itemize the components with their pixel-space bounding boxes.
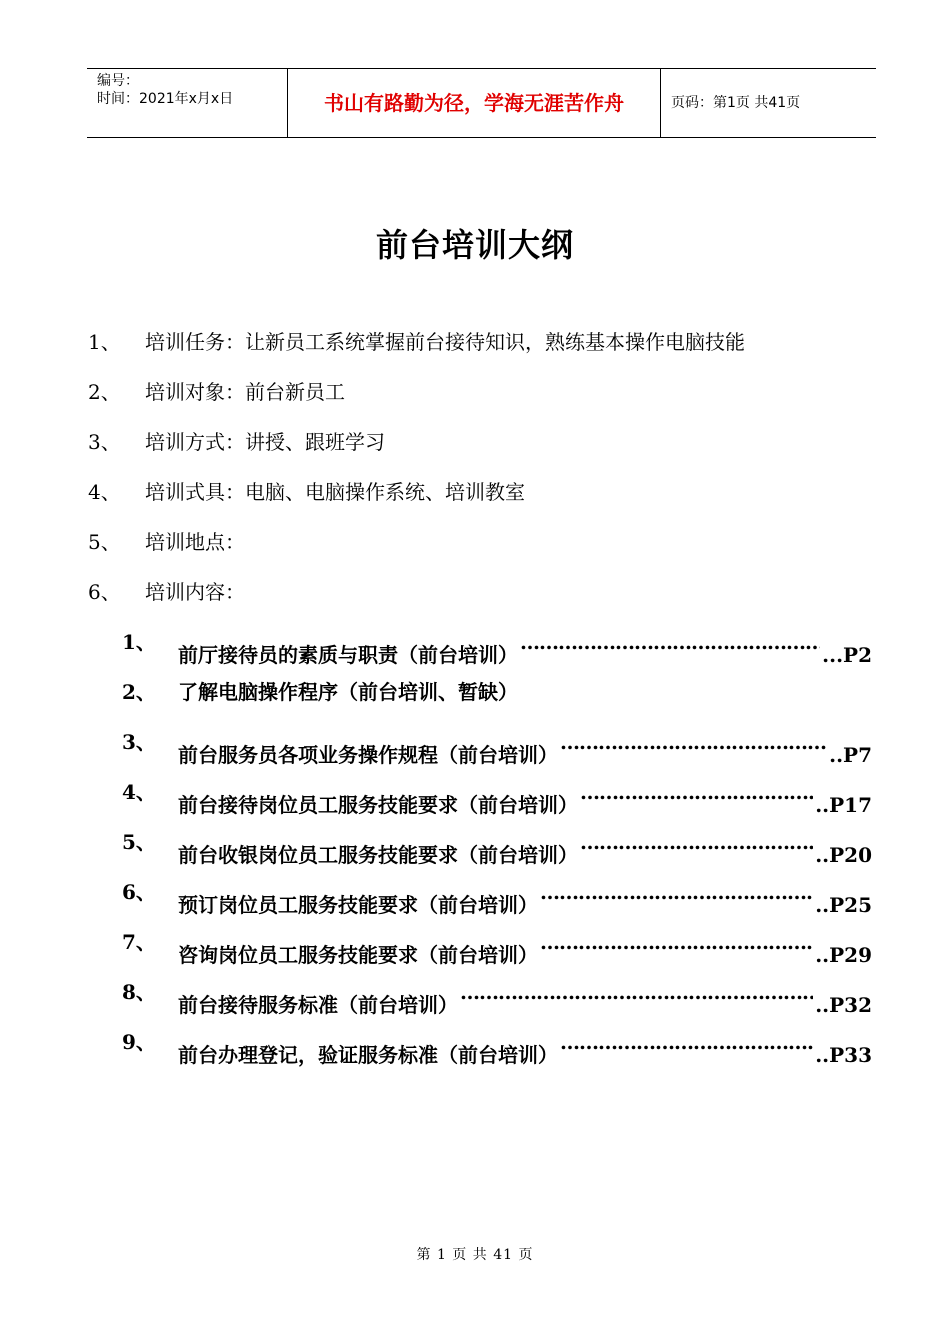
toc-label: 前台收银岗位员工服务技能要求（前台培训）: [178, 843, 578, 867]
doc-number-label: 编号：: [97, 73, 139, 89]
header-page-cell: [661, 69, 876, 137]
toc-number: 9、: [122, 1030, 156, 1054]
toc-page-number: ..P33: [815, 1043, 872, 1067]
outline-number: 3、: [88, 430, 121, 454]
header-info-cell: [87, 69, 288, 137]
outline-number: 2、: [88, 380, 121, 404]
toc-label: 前厅接待员的素质与职责（前台培训）: [178, 643, 518, 667]
toc-leader-dots: [540, 922, 813, 962]
toc-line: [178, 622, 872, 675]
toc-label: 前台服务员各项业务操作规程（前台培训）: [178, 743, 558, 767]
toc-number: 8、: [122, 980, 156, 1004]
outline-item: [0, 472, 950, 512]
page-header: [87, 68, 876, 138]
outline-item: [0, 522, 950, 562]
outline-item: [0, 372, 950, 412]
toc-number: 7、: [122, 930, 156, 954]
toc-line: [178, 972, 872, 1025]
toc-page-number: ...P2: [822, 643, 872, 667]
page-footer: 第 1 页 共 41 页: [416, 1247, 534, 1263]
toc-line: [178, 672, 872, 712]
outline-number: 5、: [88, 530, 121, 554]
toc-leader-dots: [560, 722, 827, 762]
toc-page-number: ..P17: [815, 793, 872, 817]
toc-page-number: ..P29: [815, 943, 872, 967]
toc-item[interactable]: [0, 822, 950, 867]
outline-item: [0, 572, 950, 612]
toc-page-number: ..P32: [815, 993, 872, 1017]
toc-leader-dots: [520, 622, 820, 662]
toc-label: 了解电脑操作程序（前台培训、暂缺）: [178, 680, 518, 704]
toc-label: 前台办理登记，验证服务标准（前台培训）: [178, 1043, 558, 1067]
outline-text: 培训任务：让新员工系统掌握前台接待知识，熟练基本操作电脑技能: [145, 330, 745, 354]
toc-number: 5、: [122, 830, 156, 854]
toc-line: [178, 922, 872, 975]
outline-text: 培训对象：前台新员工: [145, 380, 345, 404]
toc-line: [178, 822, 872, 875]
toc-label: 咨询岗位员工服务技能要求（前台培训）: [178, 943, 538, 967]
toc-page-number: ..P25: [815, 893, 872, 917]
toc-number: 1、: [122, 630, 156, 654]
toc-item[interactable]: [0, 872, 950, 917]
page-code: 页码：第1页 共41页: [671, 95, 801, 111]
toc-page-number: ..P20: [815, 843, 872, 867]
outline-item: [0, 422, 950, 462]
toc-number: 2、: [122, 680, 156, 704]
toc-label: 前台接待岗位员工服务技能要求（前台培训）: [178, 793, 578, 817]
outline-number: 1、: [88, 330, 121, 354]
outline-item: [0, 322, 950, 362]
toc-number: 3、: [122, 730, 156, 754]
toc-line: [178, 1022, 872, 1075]
toc-item[interactable]: [0, 1022, 950, 1067]
toc-line: [178, 872, 872, 925]
toc-item[interactable]: [0, 922, 950, 967]
toc-line: [178, 772, 872, 825]
toc-number: 4、: [122, 780, 156, 804]
toc-item[interactable]: [0, 722, 950, 767]
outline-text: 培训式具：电脑、电脑操作系统、培训教室: [145, 480, 525, 504]
toc-item[interactable]: [0, 972, 950, 1017]
outline-text: 培训内容：: [145, 580, 245, 604]
toc-label: 前台接待服务标准（前台培训）: [178, 993, 458, 1017]
motto-text: 书山有路勤为径，学海无涯苦作舟: [324, 91, 624, 115]
toc-leader-dots: [580, 822, 813, 862]
toc-item[interactable]: [0, 672, 950, 712]
toc-item[interactable]: [0, 772, 950, 817]
toc-leader-dots: [540, 872, 813, 912]
toc-page-number: ..P7: [829, 743, 872, 767]
outline-number: 4、: [88, 480, 121, 504]
outline-text: 培训方式：讲授、跟班学习: [145, 430, 385, 454]
toc-label: 预订岗位员工服务技能要求（前台培训）: [178, 893, 538, 917]
header-motto-cell: [288, 69, 661, 137]
outline-text: 培训地点：: [145, 530, 245, 554]
document-title: 前台培训大纲: [375, 226, 574, 264]
outline-number: 6、: [88, 580, 121, 604]
toc-leader-dots: [560, 1022, 813, 1062]
time-label: 时间：2021年x月x日: [97, 91, 234, 107]
toc-leader-dots: [460, 972, 813, 1012]
toc-line: [178, 722, 872, 775]
toc-item[interactable]: [0, 622, 950, 667]
toc-number: 6、: [122, 880, 156, 904]
toc-leader-dots: [580, 772, 813, 812]
